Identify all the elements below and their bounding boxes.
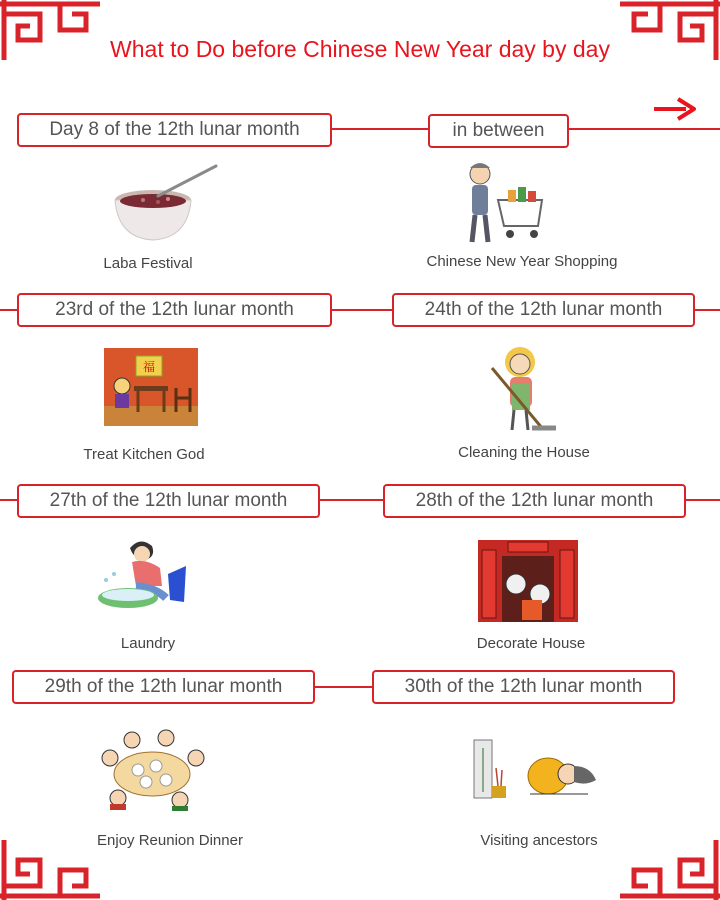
step-caption-laba: Laba Festival bbox=[103, 255, 193, 272]
shopping-cart-icon bbox=[460, 160, 550, 248]
laundry-basin-icon bbox=[96, 538, 192, 616]
step-caption-ancestors: Visiting ancestors bbox=[480, 832, 598, 849]
step-label-24th: 24th of the 12th lunar month bbox=[392, 293, 695, 327]
page-title: What to Do before Chinese New Year day by day bbox=[110, 36, 610, 62]
step-label-28th: 28th of the 12th lunar month bbox=[383, 484, 686, 518]
step-label-23rd: 23rd of the 12th lunar month bbox=[17, 293, 332, 327]
step-caption-shopping: Chinese New Year Shopping bbox=[426, 253, 618, 270]
step-caption-decorate: Decorate House bbox=[476, 635, 586, 652]
step-caption-laundry: Laundry bbox=[120, 635, 176, 652]
door-couplets-icon bbox=[478, 540, 578, 622]
corner-ornament-bottom-left bbox=[0, 810, 110, 900]
step-caption-reunion: Enjoy Reunion Dinner bbox=[97, 832, 243, 849]
step-label-29th: 29th of the 12th lunar month bbox=[12, 670, 315, 704]
step-label-30th: 30th of the 12th lunar month bbox=[372, 670, 675, 704]
corner-ornament-bottom-right bbox=[610, 810, 720, 900]
right-arrow-icon bbox=[652, 96, 698, 122]
svg-text:福: 福 bbox=[142, 360, 156, 374]
step-label-in-between: in between bbox=[428, 114, 569, 148]
cleaning-mop-icon bbox=[486, 344, 562, 436]
step-caption-kitchen-god: Treat Kitchen God bbox=[83, 446, 205, 463]
step-caption-cleaning: Cleaning the House bbox=[458, 444, 590, 461]
porridge-bowl-icon bbox=[108, 160, 223, 248]
ancestor-tomb-icon bbox=[470, 738, 604, 804]
step-label-27th: 27th of the 12th lunar month bbox=[17, 484, 320, 518]
reunion-table-icon bbox=[96, 728, 208, 812]
step-label-day8: Day 8 of the 12th lunar month bbox=[17, 113, 332, 147]
kitchen-god-altar-icon bbox=[104, 348, 198, 426]
